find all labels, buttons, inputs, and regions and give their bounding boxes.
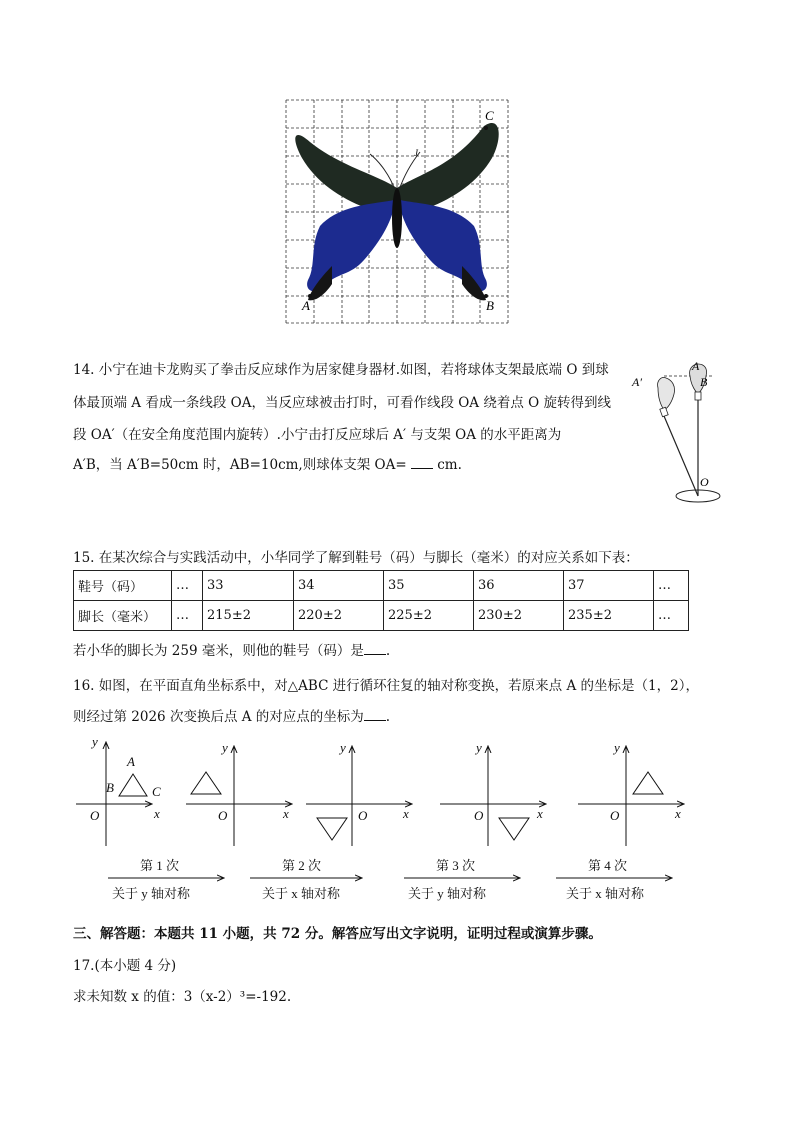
table-row xyxy=(74,601,689,631)
step-desc: 关于 y 轴对称 xyxy=(112,886,191,901)
origin-label: O xyxy=(474,808,484,823)
step-title: 第 3 次 xyxy=(436,858,476,873)
table-cell: 230±2 xyxy=(474,601,564,631)
axis-x-label: x xyxy=(283,806,289,821)
q14-answer-blank xyxy=(411,456,433,469)
point-b-label: B xyxy=(106,780,114,795)
q16-line-1: 16. 如图，在平面直角坐标系中，对△ABC 进行循环往复的轴对称变换，若原来点 A 的坐标是（1，2）， xyxy=(73,678,699,694)
axis-y-label: y xyxy=(222,740,228,755)
step-title: 第 1 次 xyxy=(140,858,180,873)
fig-label-b: B xyxy=(700,375,708,389)
point-a-label: A xyxy=(127,754,135,769)
table-cell: 35 xyxy=(384,571,474,601)
q16-answer-blank xyxy=(364,708,386,721)
q15-intro: 15. 在某次综合与实践活动中，小华同学了解到鞋号（码）与脚长（毫米）的对应关系如下表： xyxy=(73,550,639,566)
butterfly-label-b: B xyxy=(486,298,494,313)
step-desc: 关于 x 轴对称 xyxy=(566,886,645,901)
butterfly-label-c: C xyxy=(485,108,494,123)
axis-y-label: y xyxy=(340,740,346,755)
step-title: 第 4 次 xyxy=(588,858,628,873)
section-3-heading: 三、解答题：本题共 11 小题，共 72 分。解答应写出文字说明，证明过程或演算步骤。 xyxy=(73,926,602,942)
q15-answer-blank xyxy=(364,642,386,655)
table-cell: 220±2 xyxy=(294,601,384,631)
fig-label-a: A xyxy=(692,359,700,373)
q14-line-2: 体最顶端 A 看成一条线段 OA，当反应球被击打时，可看作线段 OA 绕着点 O 旋转得到线 xyxy=(73,395,611,411)
table-cell: 33 xyxy=(203,571,294,601)
q17-title: 17.(本小题 4 分) xyxy=(73,958,177,974)
q15-question-text: 若小华的脚长为 259 毫米，则他的鞋号（码）是 xyxy=(73,643,364,659)
table-cell: 225±2 xyxy=(384,601,474,631)
butterfly-figure xyxy=(280,96,515,328)
q16-line-2-text: 则经过第 2026 次变换后点 A 的对应点的坐标为 xyxy=(73,709,364,725)
q15-question xyxy=(73,639,390,659)
table-cell: 37 xyxy=(564,571,654,601)
table-cell: 235±2 xyxy=(564,601,654,631)
axis-y-label: y xyxy=(614,740,620,755)
q14-line-4 xyxy=(73,453,462,473)
q16-line-2 xyxy=(73,705,390,725)
shoe-size-table xyxy=(73,570,689,631)
axis-x-label: x xyxy=(675,806,681,821)
axis-y-label: y xyxy=(92,734,98,749)
axis-x-label: x xyxy=(154,806,160,821)
origin-label: O xyxy=(90,808,100,823)
step-title: 第 2 次 xyxy=(282,858,322,873)
reaction-ball-figure xyxy=(628,358,728,508)
table-cell: 215±2 xyxy=(203,601,294,631)
table-cell: … xyxy=(654,571,689,601)
step-desc: 关于 x 轴对称 xyxy=(262,886,341,901)
table-cell: 36 xyxy=(474,571,564,601)
butterfly-label-j: J xyxy=(414,148,418,158)
axis-y-label: y xyxy=(476,740,482,755)
q14-unit: cm. xyxy=(437,457,462,473)
origin-label: O xyxy=(358,808,368,823)
q14-line-4-text: A′B，当 A′B=50cm 时，AB=10cm,则球体支架 OA= xyxy=(73,457,407,473)
axis-x-label: x xyxy=(403,806,409,821)
point-c-label: C xyxy=(152,784,161,799)
fig-label-o: O xyxy=(700,475,709,489)
table-cell: … xyxy=(172,571,203,601)
transform-sequence-figure xyxy=(0,730,794,910)
table-cell: 脚长（毫米） xyxy=(74,601,172,631)
table-cell: … xyxy=(654,601,689,631)
butterfly-label-a: A xyxy=(302,298,310,313)
axis-x-label: x xyxy=(537,806,543,821)
table-cell: 34 xyxy=(294,571,384,601)
origin-label: O xyxy=(610,808,620,823)
q14-line-3: 段 OA′（在安全角度范围内旋转）.小宁击打反应球后 A′ 与支架 OA 的水平距离为 xyxy=(73,427,562,443)
q16-period: . xyxy=(385,709,391,725)
table-cell: 鞋号（码） xyxy=(74,571,172,601)
q17-text: 求未知数 x 的值：3（x-2）³=-192. xyxy=(73,989,292,1005)
origin-label: O xyxy=(218,808,228,823)
table-row xyxy=(74,571,689,601)
fig-label-a-prime: A′ xyxy=(632,375,642,389)
q15-period: . xyxy=(385,643,391,659)
step-desc: 关于 y 轴对称 xyxy=(408,886,487,901)
table-cell: … xyxy=(172,601,203,631)
q14-line-1: 14. 小宁在迪卡龙购买了拳击反应球作为居家健身器材.如图，若将球体支架最底端 O 到球 xyxy=(73,362,609,378)
